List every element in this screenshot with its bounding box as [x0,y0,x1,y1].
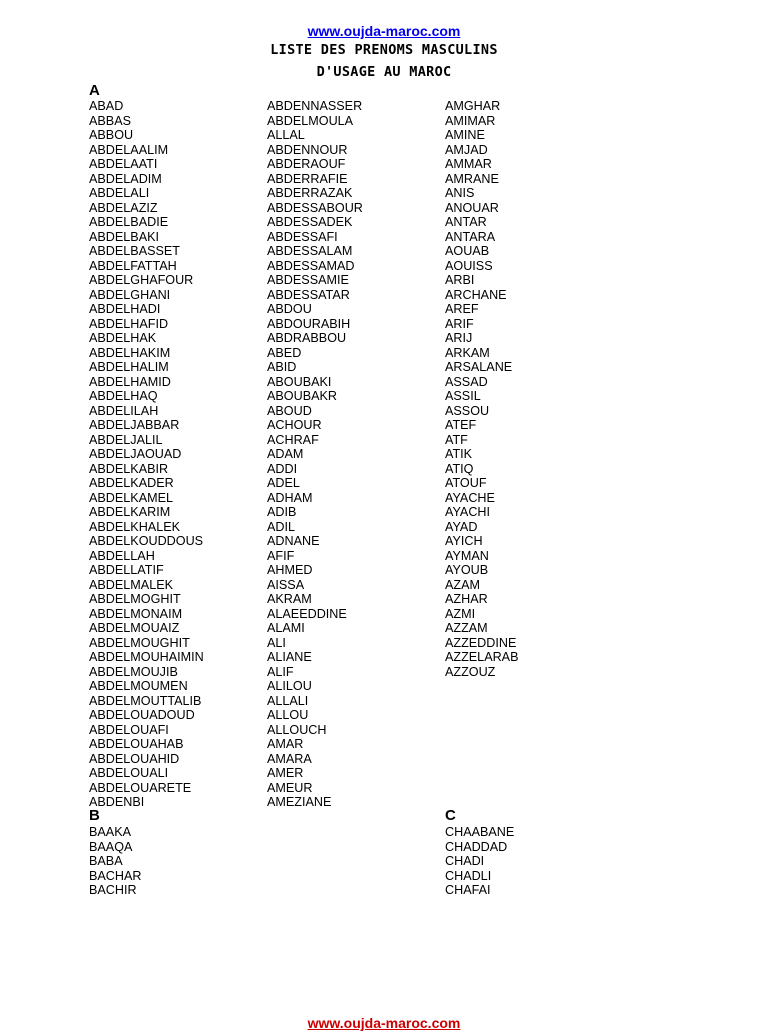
name-item: ABDESSAFI [267,229,338,244]
name-item: ABDELGHANI [89,287,171,302]
name-item: BAAQA [89,839,133,854]
name-item: ABDELMOUMEN [89,679,188,693]
name-item: ADIB [267,505,297,519]
name-item: ABDELGHAFOUR [89,273,194,287]
name-item: ABDELKARIM [89,505,171,519]
name-item: ABDELMONAIM [89,606,183,621]
name-item: AMMAR [445,157,492,171]
name-item: AZZEDDINE [445,635,517,650]
name-item: ATIK [445,447,473,461]
name-item: ATOUF [445,476,487,490]
name-item: ABDELOUADOUD [89,708,195,722]
name-item: ABDESSAMIE [267,273,349,287]
name-item: ALAMI [267,621,305,635]
name-item: ABDELBADIE [89,215,169,229]
name-item: AMIMAR [445,113,496,128]
name-item: ABDELBAKI [89,229,159,244]
name-item: ABDRABBOU [267,331,347,345]
name-item: ABDELAATI [89,157,158,171]
name-item: ABDELOUARETE [89,780,192,795]
name-item: ABDELHADI [89,302,161,316]
names-column-b [89,825,141,898]
section-c [445,807,514,898]
names-column-a2 [267,99,363,810]
name-item: AREF [445,302,479,316]
name-item: AMINE [445,128,485,142]
name-item: ABDELKAMEL [89,490,173,505]
name-item: ABDELBASSET [89,244,180,258]
names-column-a1 [89,99,204,810]
name-item: AMEUR [267,780,313,795]
name-item: ABDELLAH [89,548,155,563]
name-item: ADHAM [267,490,313,505]
name-item: ABDELJALIL [89,432,163,447]
name-item: ANTAR [445,215,487,229]
name-item: ABDELHAMID [89,374,171,389]
name-item: ADEL [267,476,300,490]
name-item: ALLOUCH [267,722,327,737]
section-letter-b: B [89,807,100,824]
section-letter-c: C [445,807,456,824]
name-item: AMRANE [445,171,499,186]
name-item: ABDELMALEK [89,577,173,592]
name-item: ABDELMOUJIB [89,664,178,679]
site-link-header[interactable]: www.oujda-maroc.com [307,23,461,39]
name-item: AYAD [445,519,478,534]
name-item: ABDELALI [89,186,150,200]
name-item: CHAFAI [445,883,491,897]
name-item: ABDOURABIH [267,316,351,331]
name-item: AYMAN [445,548,489,563]
name-item: AHMED [267,563,313,577]
name-item: ABDELJAOUAD [89,447,182,461]
name-item: ABDELHAK [89,331,157,345]
name-item: ANIS [445,186,475,200]
name-item: ABDELKOUDDOUS [89,534,204,548]
name-item: ABDELAALIM [89,142,169,157]
name-item: ABOUBAKR [267,389,337,403]
name-item: ABDELAZIZ [89,200,158,215]
name-item: ARCHANE [445,287,507,302]
name-item: ABDERAOUF [267,157,346,171]
name-item: AYICH [445,534,483,548]
page-title-line2: D'USAGE AU MAROC [316,64,452,80]
name-item: ABID [267,360,297,374]
name-item: ABDELMOGHIT [89,592,181,606]
name-item: AFIF [267,548,295,563]
name-item: AOUAB [445,244,490,258]
name-item: ALIF [267,664,294,679]
name-item: ABDELOUAFI [89,722,169,737]
page-title-line1: LISTE DES PRENOMS MASCULINS [270,42,498,58]
name-item: ADAM [267,447,304,461]
name-item: ABDELMOULA [267,113,354,128]
name-item: ABDELJABBAR [89,418,180,432]
name-item: ABAD [89,99,124,113]
name-item: ATF [445,432,468,447]
name-item: ALIANE [267,650,312,664]
name-item: ABDELKABIR [89,461,169,476]
name-item: ASSAD [445,374,488,389]
name-item: ARBI [445,273,475,287]
name-item: ABOUD [267,403,312,418]
name-item: ADNANE [267,534,320,548]
name-item: AZHAR [445,592,488,606]
name-item: CHAABANE [445,825,515,839]
name-item: ABDELOUAHAB [89,737,184,751]
name-item: ABDELKHALEK [89,519,180,534]
name-item: ABDESSAMAD [267,258,355,273]
name-item: ATIQ [445,461,474,476]
name-item: ABDELOUALI [89,766,169,780]
name-item: ARIJ [445,331,473,345]
name-item: AZAM [445,577,480,592]
name-item: ADIL [267,519,295,534]
names-column-a3 [445,99,518,679]
name-item: AMER [267,766,304,780]
name-item: ABDENBI [89,795,145,809]
name-item: ARIF [445,316,474,331]
name-item: ABDESSATAR [267,287,350,302]
section-letter-a: A [89,82,100,99]
name-item: ABDELHAKIM [89,345,171,360]
name-item: ALILOU [267,679,312,693]
name-item: ABDELLATIF [89,563,164,577]
name-item: AZZAM [445,621,488,635]
name-item: ABDENNOUR [267,142,348,157]
name-item: ASSIL [445,389,481,403]
name-item: AZZOUZ [445,664,496,679]
name-item: ABED [267,345,302,360]
name-item: AMAR [267,737,304,751]
name-item: ALLALI [267,693,309,708]
name-item: ABDESSADEK [267,215,353,229]
name-item: ACHOUR [267,418,322,432]
names-column-c [445,825,514,898]
section-a-letter-column [89,82,100,100]
name-item: BABA [89,854,123,868]
name-item: ACHRAF [267,432,319,447]
name-item: ABBAS [89,113,131,128]
name-item: ALAEEDDINE [267,606,347,621]
name-item: ABOUBAKI [267,374,332,389]
name-item: AKRAM [267,592,312,606]
name-item: ALLOU [267,708,309,722]
name-item: ABDELILAH [89,403,159,418]
name-item: ADDI [267,461,298,476]
name-item: AMARA [267,751,312,766]
name-item: AISSA [267,577,305,592]
name-item: ABDERRAZAK [267,186,353,200]
name-item: AZMI [445,606,476,621]
name-item: AMJAD [445,142,488,157]
name-item: AYACHI [445,505,491,519]
name-item: ABDELMOUTTALIB [89,693,202,708]
name-item: AZZELARAB [445,650,519,664]
name-item: ABDELADIM [89,171,162,186]
name-item: ABDENNASSER [267,99,363,113]
name-item: AOUISS [445,258,493,273]
name-item: AMEZIANE [267,795,332,809]
name-item: CHADDAD [445,839,508,854]
name-item: ANTARA [445,229,496,244]
name-item: ABDERRAFIE [267,171,348,186]
name-item: ABDELHAFID [89,316,169,331]
name-item: ATEF [445,418,477,432]
name-item: ANOUAR [445,200,499,215]
name-item: AYOUB [445,563,489,577]
name-item: ABDESSABOUR [267,200,363,215]
name-item: ABDELMOUAIZ [89,621,180,635]
name-item: CHADLI [445,868,492,883]
name-item: ABDELFATTAH [89,258,177,273]
name-item: AYACHE [445,490,495,505]
name-item: ARSALANE [445,360,513,374]
name-item: ABDELHAQ [89,389,158,403]
name-item: ABBOU [89,128,134,142]
name-item: ABDESSALAM [267,244,353,258]
section-b [89,807,141,898]
site-link-footer[interactable]: www.oujda-maroc.com [307,1015,461,1031]
name-item: ABDELKADER [89,476,174,490]
name-item: ABDELOUAHID [89,751,180,766]
name-item: AMGHAR [445,99,501,113]
name-item: ABDELMOUHAIMIN [89,650,204,664]
name-item: CHADI [445,854,485,868]
name-item: ALLAL [267,128,305,142]
name-item: ASSOU [445,403,490,418]
name-item: ABDOU [267,302,312,316]
name-item: BAAKA [89,825,131,839]
name-item: ALI [267,635,286,650]
name-item: ABDELHALIM [89,360,169,374]
name-item: BACHAR [89,868,142,883]
name-item: ABDELMOUGHIT [89,635,190,650]
name-item: BACHIR [89,883,137,897]
name-item: ARKAM [445,345,490,360]
